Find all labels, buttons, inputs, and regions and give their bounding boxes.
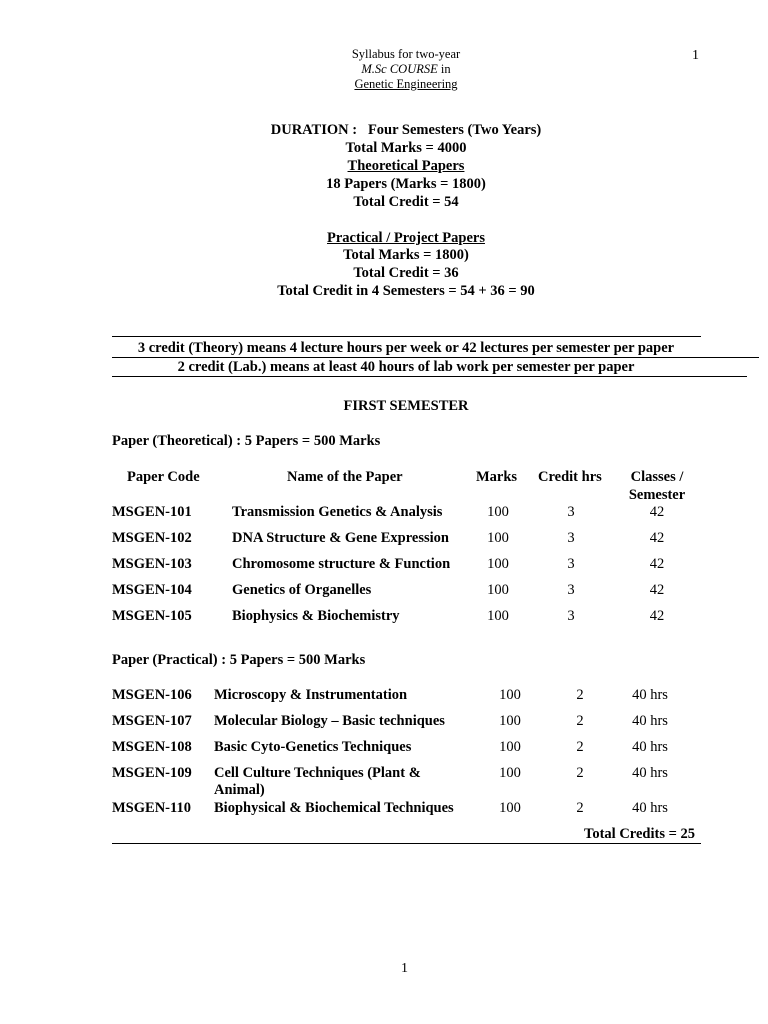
paper-name: Genetics of Organelles bbox=[232, 582, 372, 598]
paper-marks: 100 bbox=[499, 713, 521, 729]
paper-classes: 42 bbox=[649, 504, 665, 520]
paper-marks: 100 bbox=[487, 530, 509, 546]
paper-code: MSGEN-103 bbox=[112, 556, 192, 572]
paper-name-line-2: Animal) bbox=[214, 782, 265, 798]
paper-name: Chromosome structure & Function bbox=[232, 556, 451, 572]
theory-subheading: Paper (Theoretical) : 5 Papers = 500 Marks bbox=[112, 433, 381, 449]
duration-label: DURATION : bbox=[270, 122, 358, 138]
paper-code: MSGEN-108 bbox=[112, 739, 192, 755]
header-line-1: Syllabus for two-year bbox=[351, 47, 461, 61]
semester-title: FIRST SEMESTER bbox=[343, 398, 469, 414]
paper-code: MSGEN-106 bbox=[112, 687, 192, 703]
practical-credit: Total Credit = 36 bbox=[353, 265, 459, 281]
paper-credit: 3 bbox=[567, 608, 575, 624]
paper-marks: 100 bbox=[487, 608, 509, 624]
paper-name: Biophysics & Biochemistry bbox=[232, 608, 400, 624]
paper-hours: 40 hrs bbox=[632, 713, 668, 729]
rule-table-bottom bbox=[112, 843, 701, 844]
total-credit-all: Total Credit in 4 Semesters = 54 + 36 = 90 bbox=[277, 283, 535, 299]
col-credit-hrs: Credit hrs bbox=[538, 469, 602, 485]
paper-hours: 40 hrs bbox=[632, 765, 668, 781]
theory-heading: Theoretical Papers bbox=[347, 158, 465, 174]
paper-name: Cell Culture Techniques (Plant & bbox=[214, 765, 421, 781]
paper-name: Microscopy & Instrumentation bbox=[214, 687, 408, 703]
paper-name: Molecular Biology – Basic techniques bbox=[214, 713, 445, 729]
paper-hours: 40 hrs bbox=[632, 800, 668, 816]
paper-marks: 100 bbox=[499, 800, 521, 816]
paper-credit: 2 bbox=[576, 687, 584, 703]
credit-note-theory: 3 credit (Theory) means 4 lecture hours per week or 42 lectures per semester per paper bbox=[137, 340, 675, 356]
paper-classes: 42 bbox=[649, 582, 665, 598]
page-number-bottom: 1 bbox=[401, 961, 408, 976]
header-line-2 bbox=[0, 61, 768, 77]
course-name: M.Sc COURSE bbox=[361, 62, 438, 76]
paper-classes: 42 bbox=[649, 608, 665, 624]
col-paper-name: Name of the Paper bbox=[287, 469, 403, 485]
paper-code: MSGEN-110 bbox=[112, 800, 191, 816]
col-paper-code: Paper Code bbox=[127, 469, 200, 485]
paper-classes: 42 bbox=[649, 556, 665, 572]
paper-hours: 40 hrs bbox=[632, 739, 668, 755]
paper-code: MSGEN-101 bbox=[112, 504, 192, 520]
paper-code: MSGEN-102 bbox=[112, 530, 192, 546]
duration-value: Four Semesters (Two Years) bbox=[367, 122, 542, 138]
total-credits: Total Credits = 25 bbox=[584, 826, 695, 842]
paper-credit: 3 bbox=[567, 504, 575, 520]
col-marks: Marks bbox=[476, 469, 518, 485]
header-line-3: Genetic Engineering bbox=[354, 77, 458, 91]
practical-marks: Total Marks = 1800) bbox=[343, 247, 469, 263]
paper-marks: 100 bbox=[487, 556, 509, 572]
paper-marks: 100 bbox=[499, 687, 521, 703]
paper-code: MSGEN-107 bbox=[112, 713, 192, 729]
paper-credit: 3 bbox=[567, 530, 575, 546]
rule-top bbox=[112, 336, 701, 337]
paper-credit: 2 bbox=[576, 739, 584, 755]
paper-marks: 100 bbox=[487, 582, 509, 598]
col-classes: Classes / bbox=[630, 469, 684, 485]
paper-classes: 42 bbox=[649, 530, 665, 546]
practical-subheading: Paper (Practical) : 5 Papers = 500 Marks bbox=[112, 652, 366, 668]
theory-papers: 18 Papers (Marks = 1800) bbox=[326, 176, 486, 192]
paper-name: Transmission Genetics & Analysis bbox=[232, 504, 443, 520]
rule-bottom bbox=[112, 376, 747, 377]
paper-code: MSGEN-109 bbox=[112, 765, 192, 781]
paper-name: Biophysical & Biochemical Techniques bbox=[214, 800, 454, 816]
total-marks: Total Marks = 4000 bbox=[345, 140, 467, 156]
practical-heading: Practical / Project Papers bbox=[327, 230, 485, 246]
paper-credit: 3 bbox=[567, 556, 575, 572]
paper-credit: 2 bbox=[576, 765, 584, 781]
col-semester: Semester bbox=[628, 487, 686, 503]
paper-marks: 100 bbox=[499, 739, 521, 755]
paper-code: MSGEN-104 bbox=[112, 582, 192, 598]
paper-hours: 40 hrs bbox=[632, 687, 668, 703]
paper-name: Basic Cyto-Genetics Techniques bbox=[214, 739, 412, 755]
paper-marks: 100 bbox=[487, 504, 509, 520]
page-number-top: 1 bbox=[692, 48, 699, 63]
paper-credit: 3 bbox=[567, 582, 575, 598]
header-in: in bbox=[437, 62, 451, 76]
paper-marks: 100 bbox=[499, 765, 521, 781]
paper-name: DNA Structure & Gene Expression bbox=[232, 530, 449, 546]
paper-credit: 2 bbox=[576, 800, 584, 816]
credit-note-lab: 2 credit (Lab.) means at least 40 hours of lab work per semester per paper bbox=[177, 359, 635, 375]
theory-credit: Total Credit = 54 bbox=[353, 194, 459, 210]
duration-line bbox=[0, 121, 768, 139]
paper-code: MSGEN-105 bbox=[112, 608, 192, 624]
paper-credit: 2 bbox=[576, 713, 584, 729]
